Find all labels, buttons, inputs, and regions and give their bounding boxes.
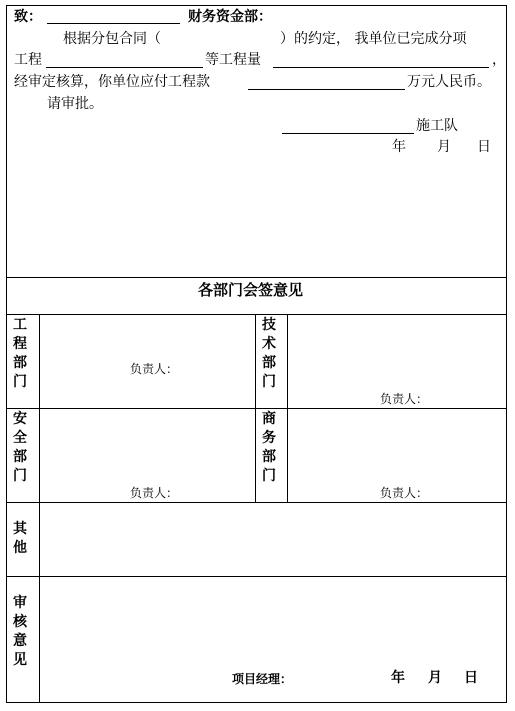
section-header-line xyxy=(6,314,507,315)
to-label: 致： xyxy=(14,9,42,25)
letter-date-month: 月 xyxy=(437,139,451,155)
row1-bottom-line xyxy=(6,408,507,409)
mid-col-line xyxy=(255,314,256,502)
line2-mid: 等工程量 xyxy=(205,52,261,68)
label-col-line xyxy=(39,314,40,703)
row2-bottom-line xyxy=(6,502,507,503)
tech-responsible: 负责人： xyxy=(380,392,429,406)
recipient-blank[interactable] xyxy=(47,23,180,24)
safety-responsible: 负责人： xyxy=(130,486,179,500)
line3-prefix: 经审定核算，你单位应付工程款 xyxy=(14,74,210,90)
row3-bottom-line xyxy=(6,576,507,577)
other-label: 其他 xyxy=(13,521,27,556)
letter-date-year: 年 xyxy=(392,139,406,155)
line1-prefix: 根据分包合同（ xyxy=(63,31,161,47)
eng-responsible: 负责人： xyxy=(130,362,179,376)
line2-prefix: 工程 xyxy=(14,52,42,68)
letter-date-day: 日 xyxy=(477,139,491,155)
section-top-line xyxy=(6,277,507,278)
mid-label-col-line xyxy=(287,314,288,502)
project-name-blank[interactable] xyxy=(46,67,203,68)
business-dept-label: 商务部门 xyxy=(262,411,276,484)
team-label: 施工队 xyxy=(416,118,458,134)
pm-label: 项目经理： xyxy=(232,672,293,686)
line1-suffix: ）的约定， 我单位已完成分项 xyxy=(280,31,467,47)
team-sign-blank[interactable] xyxy=(282,133,414,134)
business-responsible: 负责人： xyxy=(380,486,429,500)
recipient-dept: 财务资金部： xyxy=(188,9,272,25)
pm-date-month: 月 xyxy=(428,670,442,686)
line3-suffix: 万元人民币。 xyxy=(407,74,491,90)
section-title: 各部门会签意见 xyxy=(198,281,304,299)
quantity-blank[interactable] xyxy=(273,67,489,68)
safety-dept-label: 安全部门 xyxy=(13,411,27,484)
amount-blank[interactable] xyxy=(248,89,405,90)
pm-date-day: 日 xyxy=(464,670,478,686)
engineering-dept-label: 工程部门 xyxy=(13,317,27,390)
tech-dept-label: 技术部门 xyxy=(262,317,276,390)
line4-text: 请审批。 xyxy=(47,96,103,112)
line2-end: ， xyxy=(492,52,506,68)
pm-date-year: 年 xyxy=(391,670,405,686)
review-label: 审核意见 xyxy=(13,595,27,668)
